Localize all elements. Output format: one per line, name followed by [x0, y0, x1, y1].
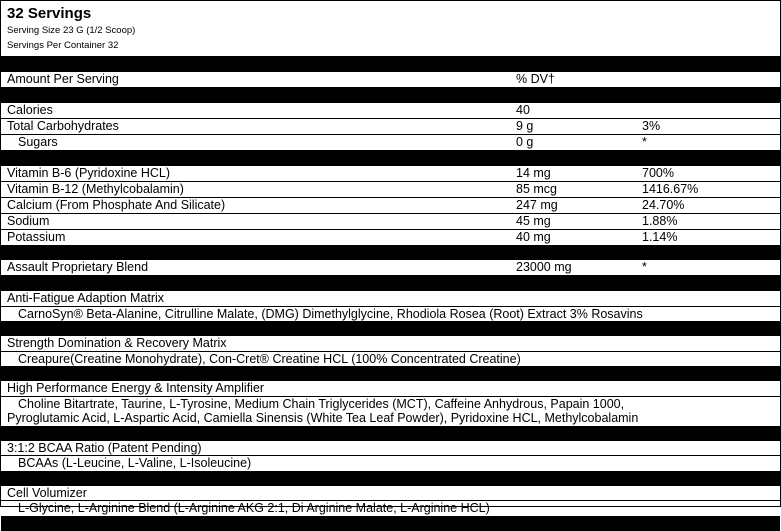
servings-per-container: Servings Per Container 32: [7, 40, 119, 51]
nutrient-name: Potassium: [7, 230, 66, 244]
servings-title: 32 Servings: [7, 5, 92, 22]
matrix-title: Anti-Fatigue Adaption Matrix: [1, 291, 780, 307]
blend-amount: 23000 mg: [516, 260, 572, 274]
nutrient-amount: 40: [516, 103, 530, 117]
divider-bar: [1, 276, 780, 291]
matrix-ingredients: BCAAs (L-Leucine, L-Valine, L-Isoleucine): [18, 456, 252, 470]
nutrients-group-b: [1, 166, 780, 245]
matrix-section: [1, 441, 780, 471]
nutrient-amount: 40 mg: [516, 230, 551, 244]
nutrient-name: Total Carbohydrates: [7, 119, 119, 133]
nutrient-row: [1, 103, 780, 119]
nutrient-name: Calories: [7, 103, 53, 117]
serving-size: Serving Size 23 G (1/2 Scoop): [7, 25, 136, 36]
nutrients-group-a: [1, 103, 780, 150]
column-header-row: [1, 72, 780, 88]
matrix-title: Cell Volumizer: [1, 486, 780, 502]
divider-bar: [1, 366, 780, 381]
divider-bar: [1, 56, 780, 72]
nutrient-dv: 3%: [642, 119, 661, 133]
nutrient-row: [1, 166, 780, 182]
divider-bar: [1, 245, 780, 260]
nutrient-amount: 9 g: [516, 119, 534, 133]
nutrient-row: [1, 198, 780, 214]
divider-bar: [1, 426, 780, 441]
nutrient-dv: *: [642, 135, 647, 149]
nutrient-dv: 1.88%: [642, 214, 678, 228]
nutrient-name: Sodium: [7, 214, 50, 228]
nutrient-amount: 14 mg: [516, 166, 551, 180]
nutrient-dv: 700%: [642, 166, 674, 180]
divider-bar: [1, 516, 780, 531]
blend-row: [1, 260, 780, 276]
matrix-ingredients: Creapure(Creatine Monohydrate), Con-Cret® Creatine HCL (100% Concentrated Creatine): [18, 351, 521, 366]
nutrient-row: [1, 135, 780, 150]
nutrient-amount: 45 mg: [516, 214, 551, 228]
matrix-title: 3:1:2 BCAA Ratio (Patent Pending): [1, 441, 780, 457]
nutrient-amount: 85 mcg: [516, 182, 557, 196]
matrix-title: High Performance Energy & Intensity Amplifier: [1, 381, 780, 397]
nutrient-row: [1, 214, 780, 230]
divider-bar: [1, 88, 780, 103]
nutrient-row: [1, 119, 780, 135]
nutrient-row: [1, 230, 780, 245]
matrices: [1, 291, 780, 531]
matrix-ingredients: CarnoSyn® Beta-Alanine, Citrulline Malate, (DMG) Dimethylglycine, Rhodiola Rosea (Root) Extract 3% Rosavins: [18, 306, 643, 321]
nutrient-name: Vitamin B-12 (Methylcobalamin): [7, 182, 184, 196]
nutrient-row: [1, 182, 780, 198]
divider-bar: [1, 150, 780, 166]
divider-bar: [1, 321, 780, 336]
amount-per-serving-label: Amount Per Serving: [7, 72, 119, 86]
matrix-ingredients: Choline Bitartrate, Taurine, L-Tyrosine, Medium Chain Triglycerides (MCT), Caffeine Anhydrous, Papain 1000,: [18, 396, 625, 411]
nutrient-name: Vitamin B-6 (Pyridoxine HCL): [7, 166, 171, 180]
blend-dv: *: [642, 260, 647, 274]
nutrient-dv: [635, 103, 780, 118]
nutrient-amount: 0 g: [516, 135, 534, 149]
nutrient-amount: 247 mg: [516, 198, 558, 212]
matrix-section: [1, 291, 780, 321]
nutrient-name: Calcium (From Phosphate And Silicate): [7, 198, 226, 212]
panel-header: [1, 1, 780, 56]
divider-bar: [1, 471, 780, 486]
matrix-ingredients: Pyroglutamic Acid, L-Aspartic Acid, Camiella Sinensis (White Tea Leaf Powder), Pyridoxine HCL, Methylcobalamin: [7, 411, 639, 425]
matrix-ingredients: L-Glycine, L-Arginine Blend (L-Arginine AKG 2:1, Di Arginine Malate, L-Arginine HCL): [18, 501, 490, 515]
matrix-section: [1, 336, 780, 366]
matrix-title: Strength Domination & Recovery Matrix: [1, 336, 780, 352]
matrix-section: [1, 381, 780, 426]
nutrient-dv: 1.14%: [642, 230, 678, 244]
blend-name: Assault Proprietary Blend: [7, 260, 149, 274]
nutrient-name: Sugars: [18, 135, 58, 149]
dv-label: % DV†: [516, 72, 555, 86]
matrix-section: [1, 486, 780, 516]
nutrient-dv: 1416.67%: [642, 182, 699, 196]
nutrient-dv: 24.70%: [642, 198, 685, 212]
